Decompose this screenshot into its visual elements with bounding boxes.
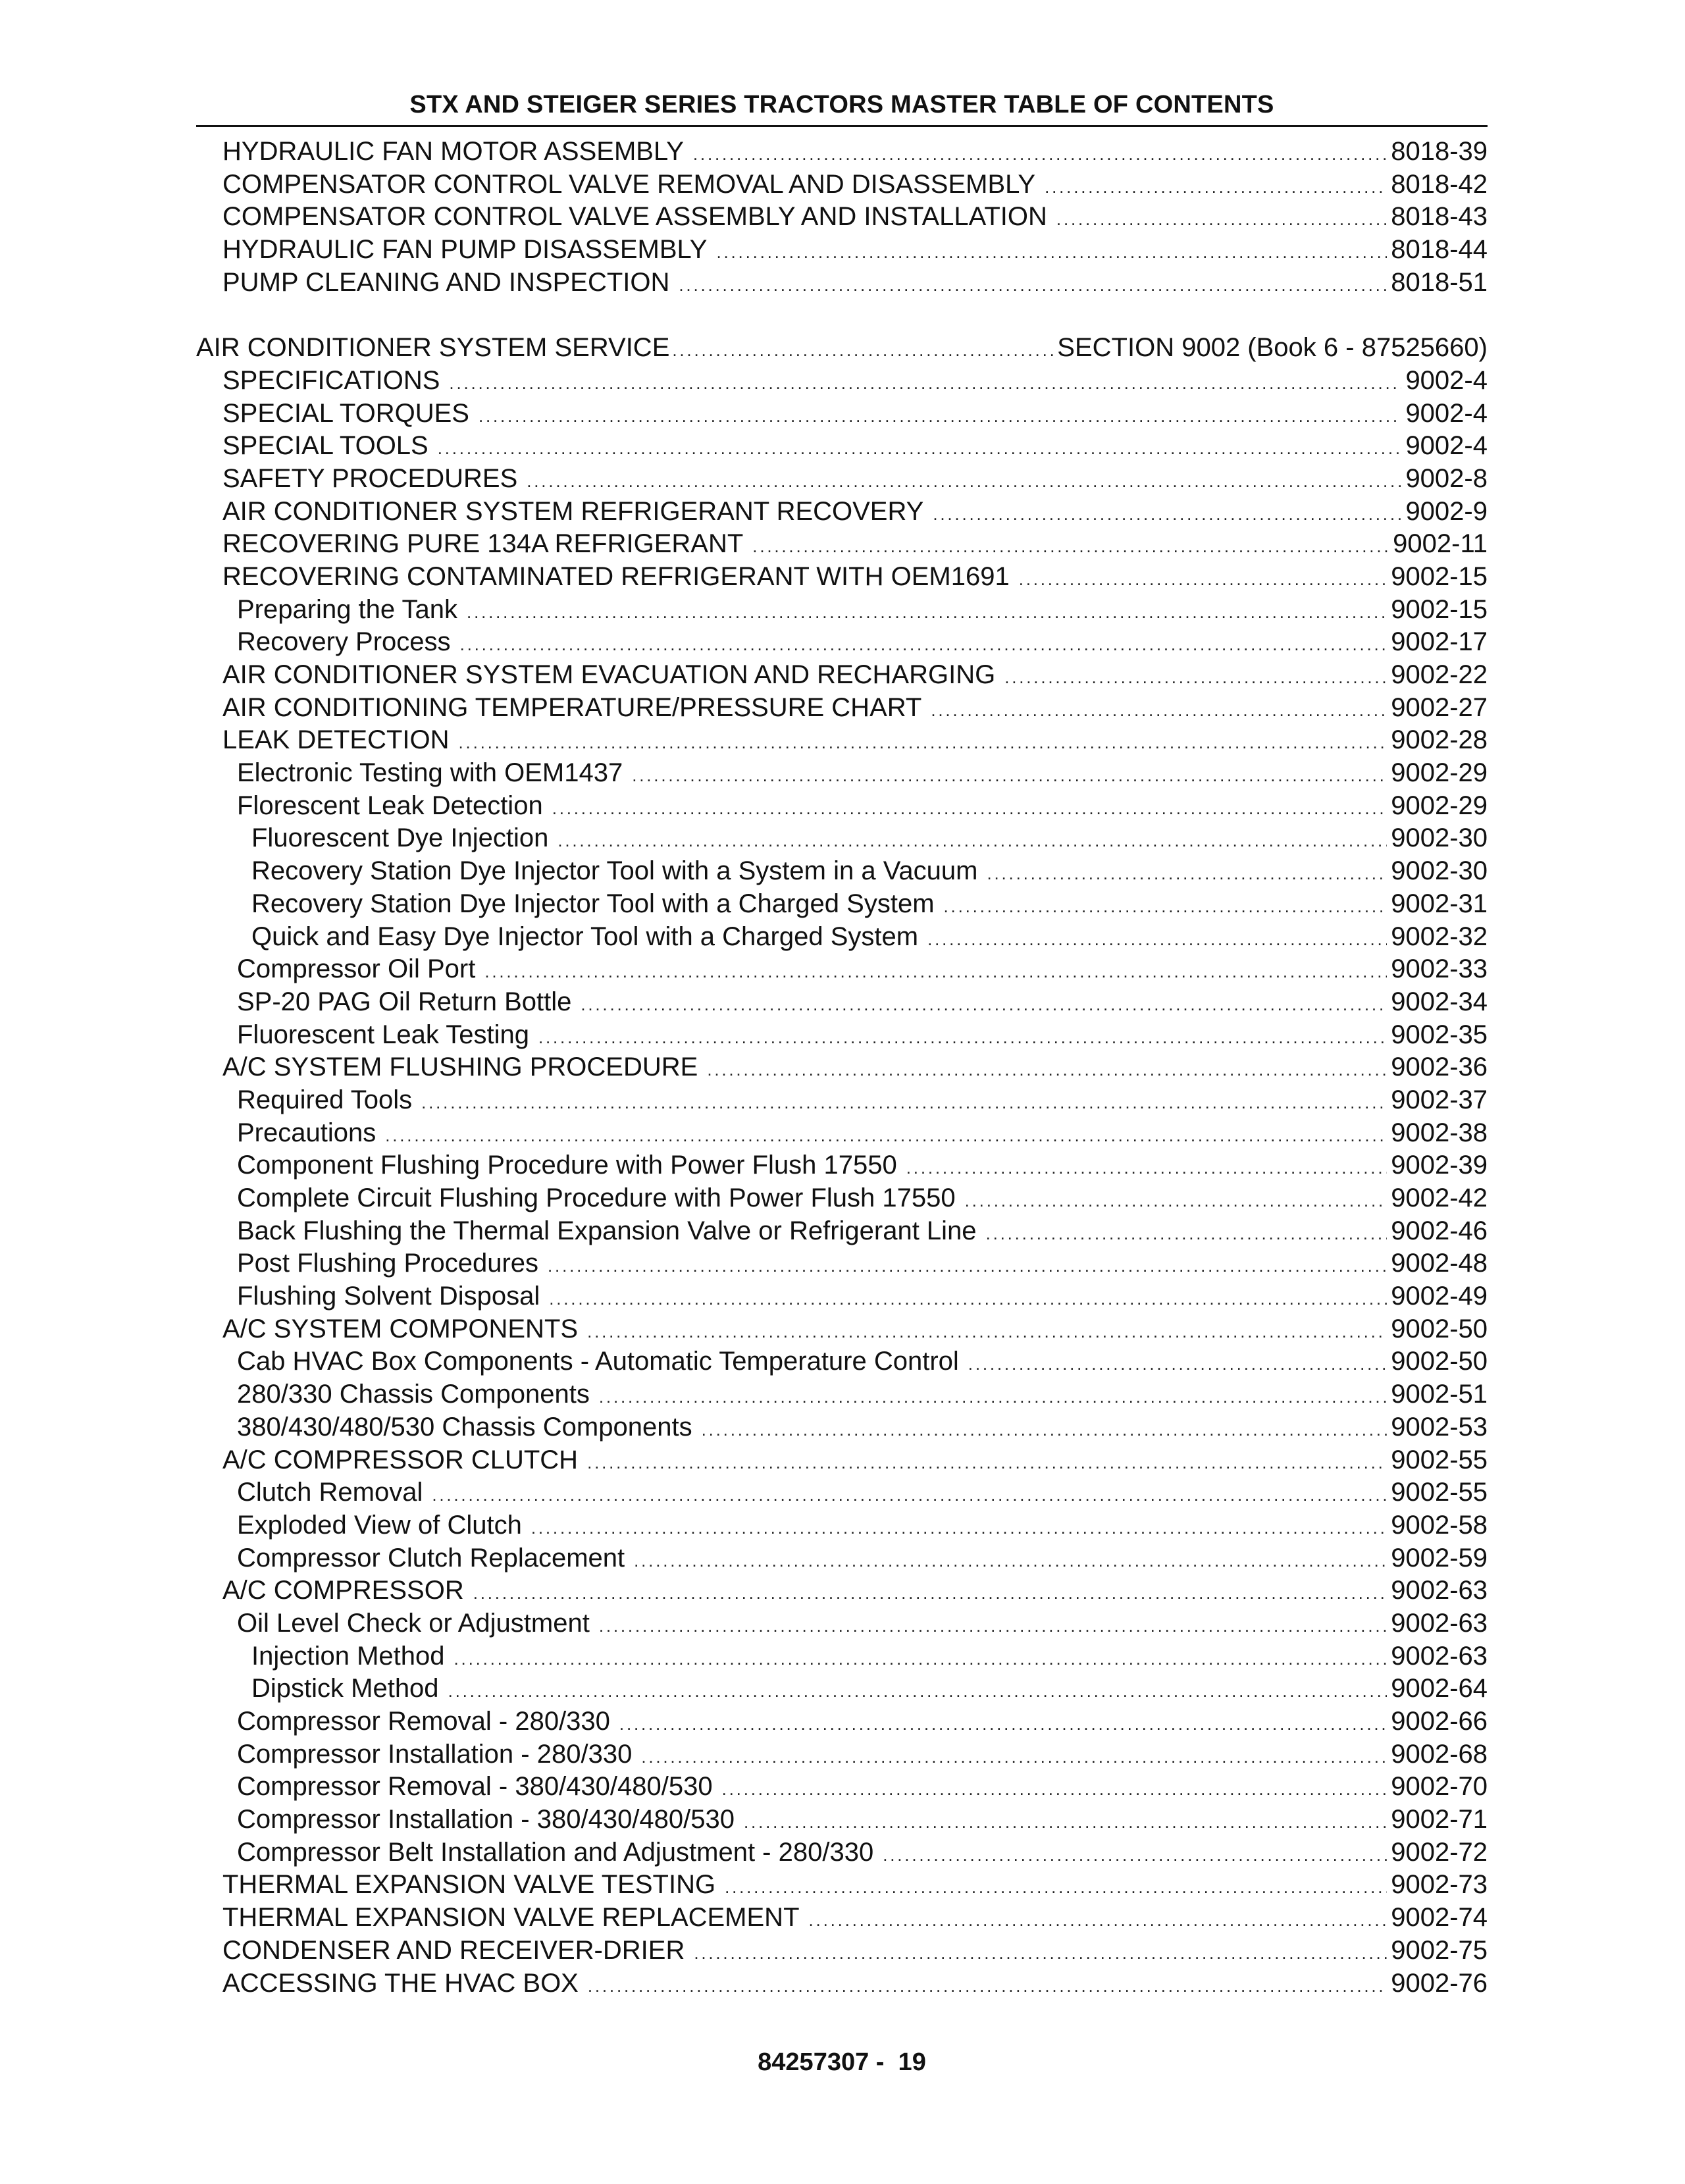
toc-entry (196, 1707, 1488, 1740)
dot-leader (632, 766, 1387, 786)
dot-leader (694, 1943, 1387, 1963)
dot-leader (1004, 667, 1387, 688)
toc-entry-title: Fluorescent Leak Testing (237, 1020, 529, 1049)
dot-leader (1056, 209, 1387, 230)
toc-entry-title: THERMAL EXPANSION VALVE REPLACEMENT (222, 1903, 800, 1933)
toc-entry-title: Exploded View of Clutch (237, 1510, 522, 1540)
dot-leader (906, 1158, 1387, 1178)
toc-entry-title: RECOVERING PURE 134A REFRIGERANT (222, 529, 744, 559)
toc-entry-page: 9002-17 (1391, 627, 1488, 657)
toc-entry-title: Back Flushing the Thermal Expansion Valve or Refrigerant Line (237, 1216, 977, 1245)
toc-entry-page: 9002-63 (1391, 1576, 1488, 1605)
toc-entry (196, 1772, 1488, 1805)
dot-leader (883, 1845, 1387, 1865)
toc-entry (196, 823, 1488, 856)
toc-entry (196, 1445, 1488, 1478)
toc-entry-title: SPECIAL TORQUES (222, 398, 469, 428)
toc-entry (196, 1478, 1488, 1511)
toc-entry-page: 8018-39 (1391, 137, 1488, 166)
toc-entry-page: 9002-51 (1391, 1380, 1488, 1409)
dot-leader (448, 1681, 1387, 1702)
toc-entry-title: 280/330 Chassis Components (237, 1380, 590, 1409)
toc-entry (196, 1544, 1488, 1576)
toc-entry (196, 627, 1488, 660)
dot-leader (634, 1551, 1387, 1571)
toc-entry (196, 1249, 1488, 1282)
toc-entry-title: Clutch Removal (237, 1478, 423, 1507)
toc-entry-title: ACCESSING THE HVAC BOX (222, 1968, 579, 1998)
toc-entry-page: 9002-63 (1391, 1641, 1488, 1671)
toc-entry-page: 9002-29 (1391, 758, 1488, 788)
dot-leader (968, 1354, 1387, 1374)
toc-entry (196, 595, 1488, 628)
dot-leader (479, 406, 1401, 427)
toc-entry-title: LEAK DETECTION (222, 725, 450, 755)
dot-leader (454, 1649, 1387, 1669)
toc-entry-page: 9002-30 (1391, 823, 1488, 853)
dot-leader (527, 471, 1401, 492)
toc-entry (196, 366, 1488, 399)
dot-leader (459, 733, 1387, 753)
toc-entry (196, 1642, 1488, 1675)
toc-entry-page: 9002-4 (1405, 398, 1488, 428)
dot-leader (531, 1518, 1387, 1538)
toc-entry-title: Cab HVAC Box Components - Automatic Temperature Control (237, 1347, 959, 1376)
dot-leader (679, 275, 1387, 296)
toc-entry (196, 1314, 1488, 1347)
toc-entry-title: Recovery Station Dye Injector Tool with a Charged System (251, 889, 935, 918)
dot-leader (557, 831, 1387, 851)
toc-entry-page: 9002-55 (1391, 1445, 1488, 1474)
toc-entry-page: 9002-71 (1391, 1805, 1488, 1834)
dot-leader (965, 1191, 1387, 1211)
toc-entry-page: 9002-42 (1391, 1183, 1488, 1212)
dot-leader (744, 1812, 1387, 1833)
toc-entry-page: 9002-35 (1391, 1020, 1488, 1049)
toc-entry-title: Post Flushing Procedures (237, 1249, 539, 1278)
dot-leader (552, 798, 1387, 819)
toc-entry-title: SPECIFICATIONS (222, 365, 440, 395)
toc-entry-title: Compressor Removal - 280/330 (237, 1707, 610, 1736)
toc-entry-page: 9002-28 (1391, 725, 1488, 755)
toc-entry (196, 1969, 1488, 2002)
toc-entry-title: 380/430/480/530 Chassis Components (237, 1412, 692, 1442)
toc-entry-page: 9002-53 (1391, 1412, 1488, 1442)
toc-entry (196, 1282, 1488, 1314)
toc-entry (196, 889, 1488, 922)
toc-entry-page: 9002-55 (1391, 1478, 1488, 1507)
toc-entry-title: Quick and Easy Dye Injector Tool with a Charged System (251, 922, 919, 951)
toc-entry (196, 562, 1488, 595)
toc-entry-title: Florescent Leak Detection (237, 791, 543, 820)
toc-entry (196, 954, 1488, 987)
toc-entry-page: 9002-8 (1405, 463, 1488, 493)
toc-entry (196, 529, 1488, 562)
dot-leader (449, 373, 1401, 394)
dot-leader (588, 1976, 1387, 1996)
toc-entry-title: SPECIAL TOOLS (222, 431, 428, 461)
toc-entry-page: 9002-48 (1391, 1249, 1488, 1278)
dot-leader (619, 1714, 1387, 1734)
toc-entry-page: 9002-76 (1391, 1968, 1488, 1998)
toc-entry-title: Compressor Installation - 280/330 (237, 1739, 633, 1769)
toc-entry-title: SP-20 PAG Oil Return Bottle (237, 987, 572, 1016)
toc-entry-page: 9002-37 (1391, 1085, 1488, 1114)
toc-entry-page: 9002-46 (1391, 1216, 1488, 1245)
toc-entry (196, 1020, 1488, 1053)
toc-entry (196, 1740, 1488, 1773)
toc-entry (196, 856, 1488, 889)
dot-leader (1019, 569, 1387, 590)
toc-entry-title: A/C COMPRESSOR CLUTCH (222, 1445, 579, 1474)
dot-leader (944, 897, 1387, 917)
dot-leader (581, 995, 1387, 1015)
toc-entry-title: Compressor Installation - 380/430/480/530 (237, 1805, 735, 1834)
toc-entry (196, 1347, 1488, 1380)
toc-entry (196, 1216, 1488, 1249)
toc-entry (196, 1805, 1488, 1838)
toc-entry-page: 9002-15 (1391, 561, 1488, 591)
toc-entry-page: SECTION 9002 (Book 6 - 87525660) (1057, 333, 1488, 363)
toc-entry (196, 758, 1488, 791)
toc-entry-title: Recovery Process (237, 627, 451, 657)
toc-entry-page: 9002-22 (1391, 660, 1488, 689)
toc-entry (196, 1085, 1488, 1118)
toc-entry-title: Dipstick Method (251, 1674, 439, 1703)
toc-entry (196, 1674, 1488, 1707)
toc-entry-page: 9002-50 (1391, 1347, 1488, 1376)
toc-entry (196, 1413, 1488, 1445)
toc-entry-title: A/C COMPRESSOR (222, 1576, 464, 1605)
toc-entry-title: AIR CONDITIONER SYSTEM SERVICE (196, 333, 670, 363)
toc-entry (196, 1838, 1488, 1871)
dot-leader (484, 962, 1387, 982)
toc-entry-title: AIR CONDITIONER SYSTEM REFRIGERANT RECOVERY (222, 496, 924, 526)
dot-leader (931, 700, 1387, 721)
toc-entry-title: Preparing the Tank (237, 594, 458, 624)
dot-leader (725, 1877, 1387, 1898)
dot-leader (549, 1289, 1387, 1309)
dot-leader (599, 1387, 1387, 1407)
toc-entry (196, 235, 1488, 268)
toc-entry-page: 8018-42 (1391, 169, 1488, 199)
toc-entry-page: 8018-44 (1391, 235, 1488, 265)
toc-entry (196, 660, 1488, 693)
dot-leader (421, 1093, 1387, 1113)
table-of-contents (196, 137, 1488, 2001)
toc-entry-title: Flushing Solvent Disposal (237, 1282, 540, 1311)
toc-entry-page: 9002-59 (1391, 1543, 1488, 1573)
toc-entry (196, 1053, 1488, 1085)
toc-entry-title: RECOVERING CONTAMINATED REFRIGERANT WITH OEM1691 (222, 561, 1010, 591)
toc-entry (196, 1609, 1488, 1642)
toc-entry (196, 1936, 1488, 1969)
toc-entry-page: 9002-34 (1391, 987, 1488, 1016)
toc-entry-title: Fluorescent Dye Injection (251, 823, 549, 853)
dot-leader (693, 144, 1387, 165)
toc-entry-page: 9002-11 (1393, 529, 1488, 559)
dot-leader (538, 1027, 1387, 1048)
dot-leader (702, 1420, 1387, 1440)
toc-entry-page: 9002-68 (1391, 1739, 1488, 1769)
toc-entry (196, 693, 1488, 726)
dot-leader (473, 1583, 1387, 1603)
toc-entry (196, 137, 1488, 170)
toc-entry-title: A/C SYSTEM FLUSHING PROCEDURE (222, 1053, 698, 1082)
toc-entry (196, 1380, 1488, 1413)
toc-entry-page: 9002-58 (1391, 1510, 1488, 1540)
toc-entry-title: Component Flushing Procedure with Power Flush 17550 (237, 1151, 897, 1180)
toc-entry-title: Compressor Oil Port (237, 954, 476, 984)
toc-entry-page: 9002-50 (1391, 1314, 1488, 1343)
dot-leader (460, 635, 1387, 655)
dot-leader (707, 1060, 1387, 1080)
toc-entry-page: 8018-51 (1391, 267, 1488, 297)
toc-entry-page: 9002-39 (1391, 1151, 1488, 1180)
toc-entry-title: AIR CONDITIONING TEMPERATURE/PRESSURE CHART (222, 692, 922, 722)
toc-entry-page: 9002-15 (1391, 594, 1488, 624)
toc-entry-title: Compressor Clutch Replacement (237, 1543, 625, 1573)
dot-leader (599, 1616, 1387, 1636)
dot-leader (722, 1779, 1387, 1800)
toc-entry-page: 9002-33 (1391, 954, 1488, 984)
toc-entry-page: 9002-66 (1391, 1707, 1488, 1736)
toc-entry-title: COMPENSATOR CONTROL VALVE REMOVAL AND DISASSEMBLY (222, 169, 1036, 199)
toc-entry-title: AIR CONDITIONER SYSTEM EVACUATION AND RECHARGING (222, 660, 996, 689)
toc-entry (196, 464, 1488, 497)
dot-leader (587, 1453, 1387, 1473)
toc-entry-title: A/C SYSTEM COMPONENTS (222, 1314, 579, 1343)
toc-entry-title: THERMAL EXPANSION VALVE TESTING (222, 1870, 716, 1900)
toc-entry-page: 9002-73 (1391, 1870, 1488, 1900)
toc-entry-title: Recovery Station Dye Injector Tool with a System in a Vacuum (251, 856, 978, 886)
toc-entry-page: 9002-72 (1391, 1837, 1488, 1867)
toc-entry-title: Oil Level Check or Adjustment (237, 1608, 590, 1638)
toc-entry (196, 987, 1488, 1020)
toc-entry-title: PUMP CLEANING AND INSPECTION (222, 267, 670, 297)
toc-entry (196, 268, 1488, 301)
header-rule (196, 125, 1488, 127)
toc-entry-title: SAFETY PROCEDURES (222, 463, 518, 493)
toc-entry-title: COMPENSATOR CONTROL VALVE ASSEMBLY AND INSTALLATION (222, 202, 1047, 232)
toc-entry-title: Compressor Removal - 380/430/480/530 (237, 1772, 713, 1802)
toc-entry (196, 922, 1488, 955)
dot-leader (716, 242, 1387, 263)
dot-leader (933, 504, 1401, 525)
toc-entry-page: 9002-63 (1391, 1608, 1488, 1638)
toc-entry-page: 9002-32 (1391, 922, 1488, 951)
toc-entry (196, 497, 1488, 530)
toc-entry-page: 9002-4 (1405, 365, 1488, 395)
toc-entry-title: HYDRAULIC FAN PUMP DISASSEMBLY (222, 235, 708, 265)
dot-leader (587, 1322, 1387, 1342)
toc-entry-page: 9002-70 (1391, 1772, 1488, 1802)
toc-entry (196, 1576, 1488, 1609)
dot-leader (385, 1126, 1387, 1146)
dot-leader (438, 438, 1402, 459)
toc-entry-title: Required Tools (237, 1085, 413, 1114)
toc-entry (196, 1903, 1488, 1936)
toc-entry-page: 9002-27 (1391, 692, 1488, 722)
toc-section-heading (196, 333, 1488, 366)
toc-entry-title: HYDRAULIC FAN MOTOR ASSEMBLY (222, 137, 684, 166)
toc-entry-title: Injection Method (251, 1641, 445, 1671)
toc-entry-page: 9002-30 (1391, 856, 1488, 886)
dot-leader (1045, 177, 1387, 197)
toc-entry (196, 1183, 1488, 1216)
page-title: STX AND STEIGER SERIES TRACTORS MASTER TABLE OF CONTENTS (409, 91, 1274, 118)
toc-entry (196, 1511, 1488, 1544)
toc-entry (196, 791, 1488, 824)
toc-entry-page: 8018-43 (1391, 202, 1488, 232)
toc-entry-page: 9002-64 (1391, 1674, 1488, 1703)
toc-entry-title: Complete Circuit Flushing Procedure with Power Flush 17550 (237, 1183, 956, 1212)
toc-entry-title: Electronic Testing with OEM1437 (237, 758, 623, 788)
toc-entry-page: 9002-38 (1391, 1118, 1488, 1147)
toc-entry (196, 431, 1488, 464)
dot-leader (986, 1224, 1387, 1244)
toc-entry-title: Precautions (237, 1118, 376, 1147)
toc-entry-page: 9002-4 (1405, 431, 1488, 461)
dot-leader (432, 1485, 1387, 1505)
toc-entry-title: CONDENSER AND RECEIVER-DRIER (222, 1935, 685, 1965)
toc-entry-page: 9002-74 (1391, 1903, 1488, 1933)
dot-leader (467, 602, 1387, 623)
dot-leader (987, 864, 1387, 884)
dot-leader (809, 1910, 1387, 1931)
toc-entry (196, 1870, 1488, 1903)
dot-leader (752, 536, 1389, 557)
toc-entry-page: 9002-29 (1391, 791, 1488, 820)
page-footer-number: 84257307 - 19 (758, 2048, 926, 2076)
toc-entry (196, 202, 1488, 235)
dot-leader (548, 1256, 1387, 1276)
toc-entry (196, 170, 1488, 203)
dot-leader (927, 929, 1387, 950)
toc-entry-page: 9002-75 (1391, 1935, 1488, 1965)
toc-entry-page: 9002-31 (1391, 889, 1488, 918)
toc-entry-page: 9002-9 (1405, 496, 1488, 526)
toc-entry (196, 725, 1488, 758)
toc-entry-page: 9002-36 (1391, 1053, 1488, 1082)
toc-entry (196, 1118, 1488, 1151)
toc-entry-title: Compressor Belt Installation and Adjustment - 280/330 (237, 1837, 874, 1867)
dot-leader (641, 1747, 1387, 1767)
toc-entry-page: 9002-49 (1391, 1282, 1488, 1311)
toc-entry (196, 399, 1488, 432)
toc-entry (196, 1151, 1488, 1183)
dot-leader (672, 340, 1053, 361)
